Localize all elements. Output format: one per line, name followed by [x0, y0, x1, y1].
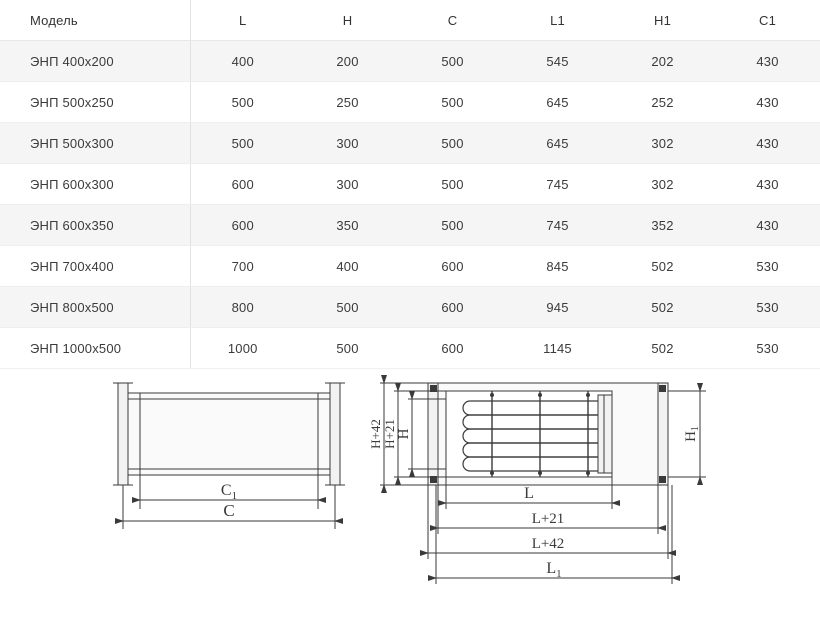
cell-c: 500	[400, 164, 505, 205]
cell-c1: 430	[715, 123, 820, 164]
cell-h: 200	[295, 41, 400, 82]
cell-h: 500	[295, 328, 400, 369]
dimension-label-c: C	[223, 501, 235, 520]
cell-l: 400	[190, 41, 295, 82]
cell-h1: 302	[610, 164, 715, 205]
side-view-drawing	[113, 383, 345, 485]
cell-h1: 252	[610, 82, 715, 123]
cell-h: 500	[295, 287, 400, 328]
cell-h: 350	[295, 205, 400, 246]
cell-c: 500	[400, 205, 505, 246]
front-view-drawing	[428, 383, 668, 485]
column-header-c1: C1	[715, 0, 820, 41]
cell-model: ЭНП 600х350	[0, 205, 190, 246]
cell-c1: 530	[715, 246, 820, 287]
table-row	[0, 287, 820, 328]
column-header-h1: H1	[610, 0, 715, 41]
dimension-label-c1: $C_1$	[220, 482, 238, 502]
dimension-label-l-plus-21: L+21	[531, 511, 565, 527]
cell-l1: 745	[505, 164, 610, 205]
cell-l: 500	[190, 123, 295, 164]
dimension-label-l: L	[524, 485, 534, 502]
cell-model: ЭНП 500х250	[0, 82, 190, 123]
cell-c: 600	[400, 328, 505, 369]
dimension-label-l-plus-42: L+42	[531, 536, 565, 552]
cell-l: 600	[190, 164, 295, 205]
cell-h1: 202	[610, 41, 715, 82]
cell-model: ЭНП 400х200	[0, 41, 190, 82]
cell-h1: 502	[610, 246, 715, 287]
cell-c: 500	[400, 82, 505, 123]
column-header-model: Модель	[0, 0, 190, 41]
cell-h1: 302	[610, 123, 715, 164]
dimension-label-h1: $H_1$	[683, 426, 701, 442]
cell-c: 600	[400, 246, 505, 287]
technical-drawing-svg	[0, 369, 820, 619]
dimension-label-l1: $L_1$	[546, 560, 562, 580]
cell-h: 250	[295, 82, 400, 123]
cell-c1: 430	[715, 41, 820, 82]
cell-h1: 352	[610, 205, 715, 246]
cell-c1: 530	[715, 287, 820, 328]
cell-model: ЭНП 800х500	[0, 287, 190, 328]
cell-l1: 645	[505, 123, 610, 164]
column-header-h: H	[295, 0, 400, 41]
cell-model: ЭНП 700х400	[0, 246, 190, 287]
table-header-row	[0, 0, 820, 41]
dimension-label-h-plus-42: H+42	[368, 419, 383, 449]
cell-model: ЭНП 500х300	[0, 123, 190, 164]
cell-c: 600	[400, 287, 505, 328]
table-row	[0, 328, 820, 369]
cell-c1: 430	[715, 82, 820, 123]
cell-c1: 430	[715, 205, 820, 246]
technical-drawing-area	[0, 369, 820, 619]
cell-l1: 1145	[505, 328, 610, 369]
cell-h: 300	[295, 123, 400, 164]
table-row	[0, 246, 820, 287]
cell-h: 400	[295, 246, 400, 287]
cell-h1: 502	[610, 328, 715, 369]
dimension-label-h: H	[396, 428, 412, 440]
column-header-l1: L1	[505, 0, 610, 41]
cell-l: 1000	[190, 328, 295, 369]
cell-l: 500	[190, 82, 295, 123]
cell-l1: 745	[505, 205, 610, 246]
cell-c1: 530	[715, 328, 820, 369]
cell-l: 700	[190, 246, 295, 287]
cell-l1: 645	[505, 82, 610, 123]
cell-l1: 545	[505, 41, 610, 82]
cell-h: 300	[295, 164, 400, 205]
cell-c: 500	[400, 41, 505, 82]
cell-l: 800	[190, 287, 295, 328]
table-row	[0, 164, 820, 205]
cell-l1: 845	[505, 246, 610, 287]
cell-l: 600	[190, 205, 295, 246]
table-row	[0, 41, 820, 82]
column-header-l: L	[190, 0, 295, 41]
table-row	[0, 123, 820, 164]
cell-c1: 430	[715, 164, 820, 205]
cell-model: ЭНП 600х300	[0, 164, 190, 205]
table-row	[0, 205, 820, 246]
cell-model: ЭНП 1000х500	[0, 328, 190, 369]
cell-l1: 945	[505, 287, 610, 328]
column-header-c: C	[400, 0, 505, 41]
table-row	[0, 82, 820, 123]
cell-h1: 502	[610, 287, 715, 328]
dimension-label-h-plus-21: H+21	[382, 419, 397, 449]
cell-c: 500	[400, 123, 505, 164]
